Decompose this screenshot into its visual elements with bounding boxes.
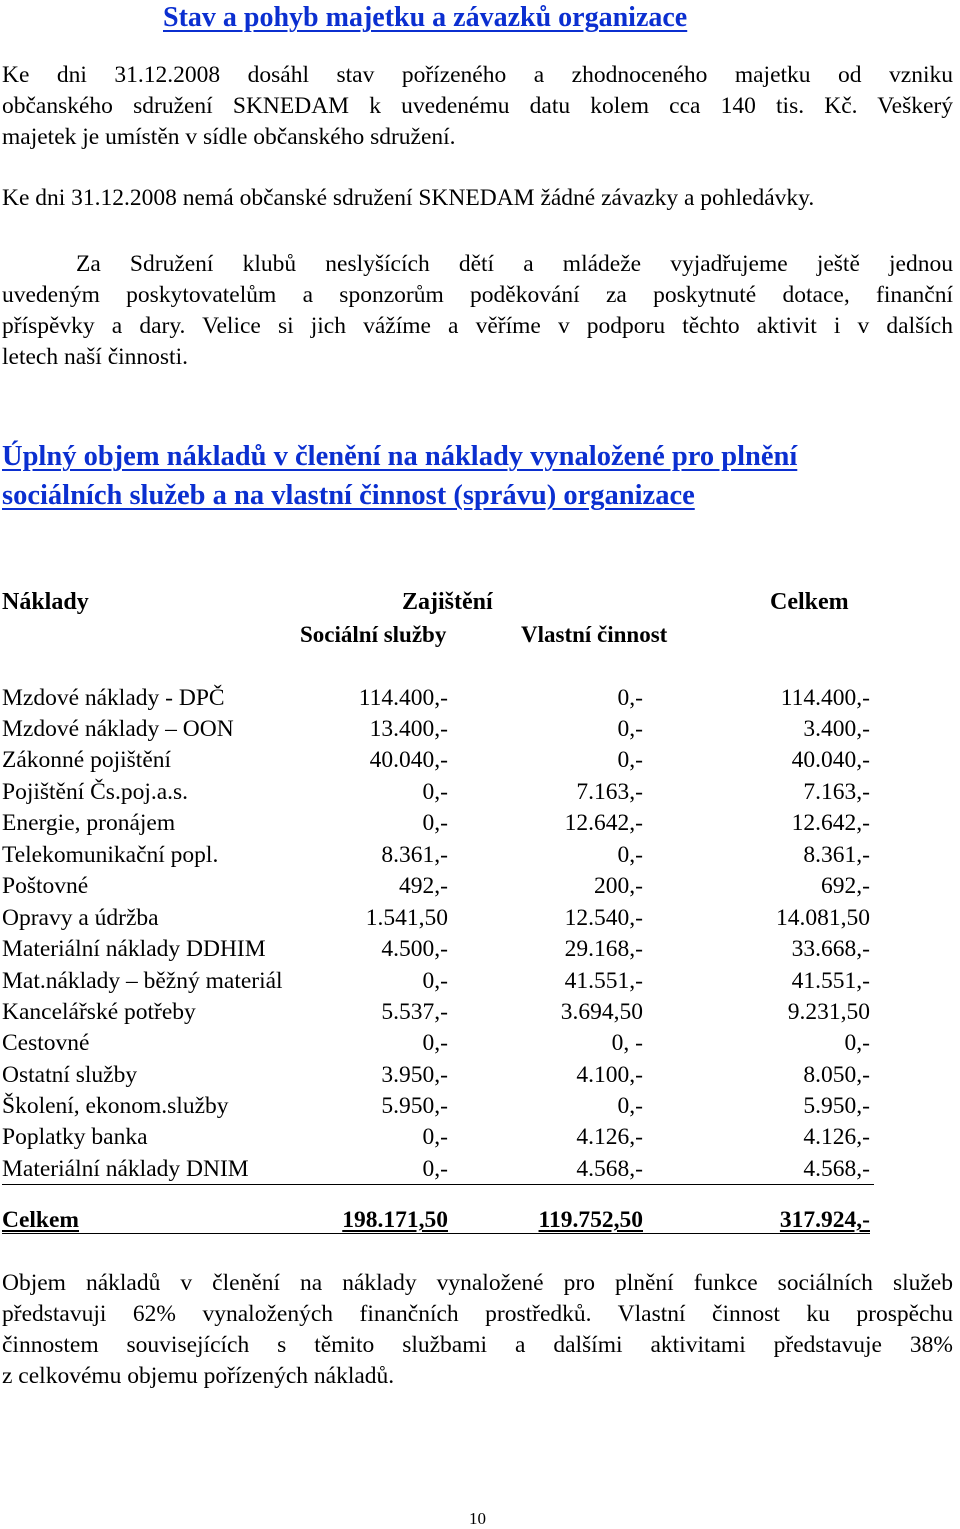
row-celkem: 5.950,-	[803, 1093, 870, 1119]
row-vlastni: 4.568,-	[576, 1156, 643, 1182]
row-celkem: 8.361,-	[803, 842, 870, 868]
row-celkem: 41.551,-	[791, 968, 870, 994]
row-celkem: 9.231,50	[787, 999, 870, 1025]
paragraph-line: majetek je umístěn v sídle občanského sdružení.	[2, 124, 456, 150]
paragraph-line: Za Sdružení klubů neslyšících dětí a mládeže vyjadřujeme ještě jednou	[76, 251, 953, 277]
row-vlastni: 12.540,-	[564, 905, 643, 931]
table-row	[0, 1122, 960, 1153]
row-socialni: 0,-	[422, 1124, 448, 1150]
table-total-row	[0, 1205, 960, 1236]
col-header-naklady: Náklady	[2, 589, 89, 615]
row-socialni: 0,-	[422, 968, 448, 994]
table-row	[0, 714, 960, 745]
row-label: Telekomunikační popl.	[2, 842, 219, 868]
row-vlastni: 0,-	[617, 747, 643, 773]
row-celkem: 7.163,-	[803, 779, 870, 805]
paragraph-line: představuji 62% vynaložených finančních prostředků. Vlastní činnost ku prospěchu	[2, 1301, 953, 1327]
row-socialni: 0,-	[422, 810, 448, 836]
paragraph-line: příspěvky a dary. Velice si jich vážíme a věříme v podporu těchto aktivit i v dalších	[2, 313, 953, 339]
paragraph-line: občanského sdružení SKNEDAM k uvedenému datu kolem cca 140 tis. Kč. Veškerý	[2, 93, 953, 119]
row-socialni: 492,-	[399, 873, 448, 899]
row-socialni: 4.500,-	[381, 936, 448, 962]
section-title-majetek: Stav a pohyb majetku a závazků organizace	[163, 2, 688, 33]
total-socialni: 198.171,50	[342, 1207, 448, 1233]
row-socialni: 114.400,-	[358, 685, 448, 711]
table-row	[0, 683, 960, 714]
col-header-socialni-sluzby: Sociální služby	[300, 622, 447, 647]
row-label: Opravy a údržba	[2, 905, 159, 931]
row-celkem: 3.400,-	[803, 716, 870, 742]
paragraph-line: činnostem souvisejících s těmito službami a dalšími aktivitami představuje 38%	[2, 1332, 953, 1358]
paragraph-line: letech naší činnosti.	[2, 344, 188, 370]
row-label: Cestovné	[2, 1030, 90, 1056]
paragraph-majetek	[2, 60, 953, 153]
table-row	[0, 1028, 960, 1059]
row-label: Kancelářské potřeby	[2, 999, 196, 1025]
paragraph-line: Ke dni 31.12.2008 dosáhl stav pořízeného a zhodnoceného majetku od vzniku	[2, 62, 953, 88]
table-row	[0, 966, 960, 997]
row-vlastni: 29.168,-	[564, 936, 643, 962]
table-row	[0, 1091, 960, 1122]
row-socialni: 5.537,-	[381, 999, 448, 1025]
paragraph-zavazky: Ke dni 31.12.2008 nemá občanské sdružení SKNEDAM žádné závazky a pohledávky.	[2, 185, 815, 211]
paragraph-shrnuti	[2, 1268, 953, 1392]
table-row	[0, 745, 960, 776]
total-celkem: 317.924,-	[779, 1207, 870, 1233]
row-socialni: 3.950,-	[381, 1062, 448, 1088]
row-label: Mat.náklady – běžný materiál	[2, 968, 283, 994]
row-celkem: 4.126,-	[803, 1124, 870, 1150]
col-header-zajisteni: Zajištění	[402, 589, 493, 615]
row-celkem: 114.400,-	[780, 685, 870, 711]
total-rule	[2, 1233, 870, 1234]
row-vlastni: 0,-	[617, 1093, 643, 1119]
table-row	[0, 1060, 960, 1091]
row-vlastni: 0,-	[617, 685, 643, 711]
row-label: Materiální náklady DNIM	[2, 1156, 249, 1182]
row-vlastni: 7.163,-	[576, 779, 643, 805]
table-row	[0, 808, 960, 839]
row-celkem: 40.040,-	[791, 747, 870, 773]
row-celkem: 33.668,-	[791, 936, 870, 962]
total-vlastni: 119.752,50	[538, 1207, 643, 1233]
row-celkem: 14.081,50	[776, 905, 870, 931]
table-row	[0, 777, 960, 808]
row-celkem: 0,-	[844, 1030, 870, 1056]
row-socialni: 0,-	[422, 1156, 448, 1182]
row-vlastni: 4.126,-	[576, 1124, 643, 1150]
table-row	[0, 840, 960, 871]
row-vlastni: 41.551,-	[564, 968, 643, 994]
total-label: Celkem	[2, 1207, 80, 1233]
table-row	[0, 1154, 960, 1185]
section-title-naklady	[2, 437, 797, 515]
page-number: 10	[469, 1509, 486, 1528]
col-header-vlastni-cinnost: Vlastní činnost	[521, 622, 668, 647]
row-socialni: 0,-	[422, 779, 448, 805]
row-celkem: 4.568,-	[803, 1156, 870, 1182]
row-vlastni: 0,-	[617, 716, 643, 742]
row-celkem: 8.050,-	[803, 1062, 870, 1088]
row-socialni: 40.040,-	[369, 747, 448, 773]
row-celkem: 692,-	[821, 873, 870, 899]
table-rule	[2, 1184, 874, 1185]
row-label: Mzdové náklady - DPČ	[2, 685, 225, 711]
row-label: Poštovné	[2, 873, 89, 899]
row-label: Školení, ekonom.služby	[2, 1093, 229, 1119]
row-label: Materiální náklady DDHIM	[2, 936, 266, 962]
paragraph-line: z celkovému objemu pořízených nákladů.	[2, 1363, 395, 1389]
row-label: Zákonné pojištění	[2, 747, 172, 773]
table-row	[0, 903, 960, 934]
row-socialni: 8.361,-	[381, 842, 448, 868]
row-vlastni: 12.642,-	[564, 810, 643, 836]
row-socialni: 0,-	[422, 1030, 448, 1056]
table-row	[0, 934, 960, 965]
row-vlastni: 4.100,-	[576, 1062, 643, 1088]
row-celkem: 12.642,-	[791, 810, 870, 836]
section-title-line: Úplný objem nákladů v členění na náklady vynaložené pro plnění	[2, 441, 798, 472]
table-row	[0, 871, 960, 902]
row-vlastni: 3.694,50	[560, 999, 643, 1025]
row-label: Pojištění Čs.poj.a.s.	[2, 779, 189, 805]
row-vlastni: 0,-	[617, 842, 643, 868]
col-header-celkem: Celkem	[770, 589, 849, 615]
row-label: Mzdové náklady – OON	[2, 716, 234, 742]
table-row	[0, 997, 960, 1028]
row-socialni: 1.541,50	[365, 905, 448, 931]
paragraph-line: uvedeným poskytovatelům a sponzorům poděkování za poskytnuté dotace, finanční	[2, 282, 953, 308]
section-title-line: sociálních služeb a na vlastní činnost (správu) organizace	[2, 480, 695, 511]
paragraph-podekovani	[2, 249, 953, 373]
row-label: Poplatky banka	[2, 1124, 148, 1150]
row-socialni: 13.400,-	[369, 716, 448, 742]
row-socialni: 5.950,-	[381, 1093, 448, 1119]
row-vlastni: 0, -	[611, 1030, 643, 1056]
row-label: Ostatní služby	[2, 1062, 138, 1088]
paragraph-line: Objem nákladů v členění na náklady vynaložené pro plnění funkce sociálních služeb	[2, 1270, 953, 1296]
row-vlastni: 200,-	[594, 873, 643, 899]
row-label: Energie, pronájem	[2, 810, 176, 836]
